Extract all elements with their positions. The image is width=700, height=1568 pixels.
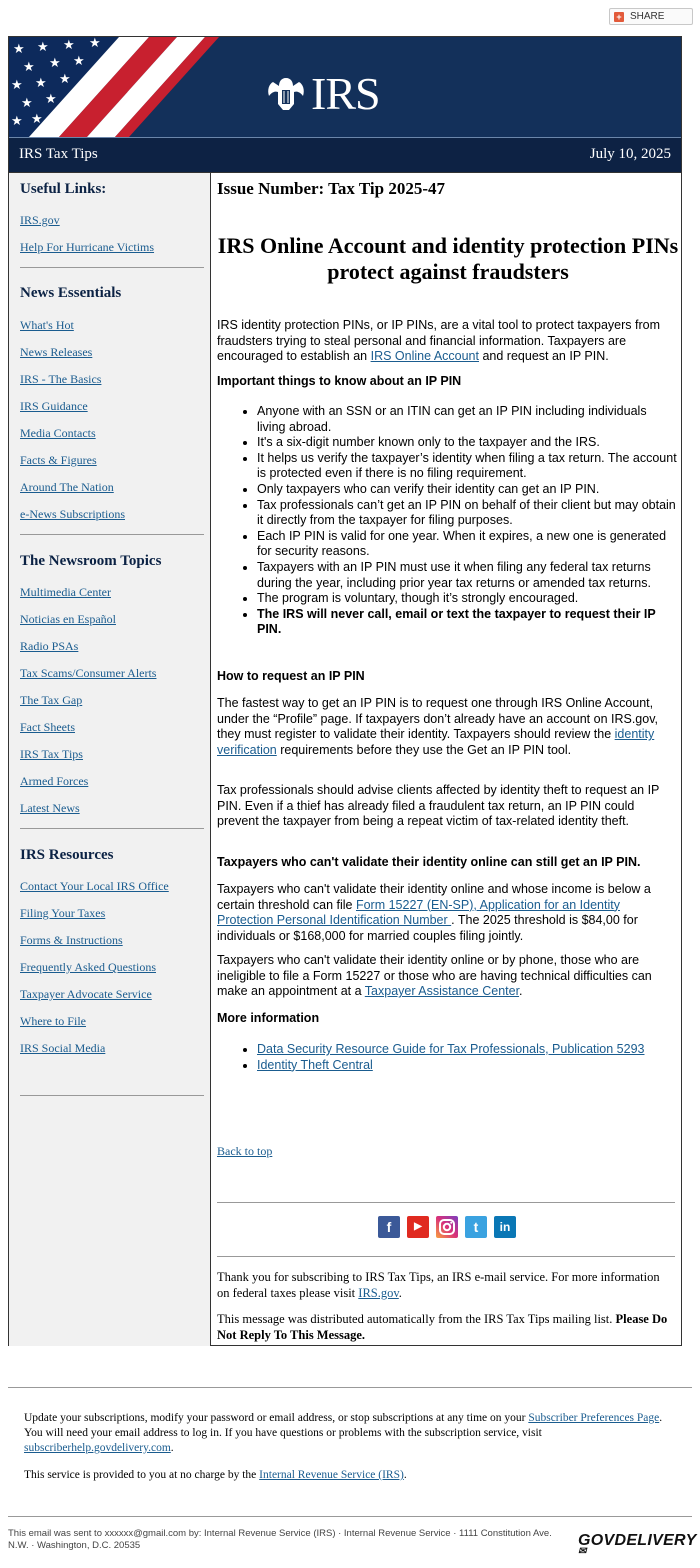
irs-online-account-link[interactable]: IRS Online Account (370, 349, 479, 364)
svg-text:★: ★ (11, 114, 23, 129)
form-15227-paragraph (217, 882, 675, 944)
sidebar-link-social-media[interactable]: IRS Social Media (20, 1041, 106, 1055)
issue-number: Issue Number: Tax Tip 2025-47 (217, 179, 445, 198)
auto-message-note (217, 1312, 675, 1343)
form-text: Taxpayers who can't validate their identity online and whose income is below a certain threshold can file (217, 882, 651, 912)
eagle-icon (263, 74, 309, 114)
govdelivery-wordmark: GOVDELIVERY (578, 1532, 697, 1549)
list-item (257, 1042, 677, 1058)
svg-text:★: ★ (23, 60, 35, 75)
sidebar (9, 172, 211, 1346)
sidebar-link-irs-gov[interactable]: IRS.gov (20, 213, 60, 227)
envelope-icon: ✉ (578, 1546, 587, 1557)
newsletter-frame (8, 36, 682, 1346)
sidebar-link-espanol[interactable]: Noticias en Español (20, 612, 116, 626)
sidebar-link-whats-hot[interactable]: What's Hot (20, 318, 74, 332)
facebook-icon[interactable]: f (378, 1216, 400, 1238)
service-text: This service is provided to you at no charge by the (24, 1469, 260, 1481)
sidebar-link-latest-news[interactable]: Latest News (20, 801, 80, 815)
identity-verification-link[interactable]: identity verification (217, 727, 655, 757)
list-item: • It's a six-digit number known only to the taxpayer and the IRS. (257, 435, 677, 451)
sidebar-link-around-nation[interactable]: Around The Nation (20, 480, 114, 494)
irs-banner (9, 37, 681, 137)
sidebar-link-guidance[interactable]: IRS Guidance (20, 399, 88, 413)
update-text: Update your subscriptions, modify your password or email address, or stop subscriptions at any time on your (24, 1412, 529, 1424)
svg-text:★: ★ (73, 54, 85, 69)
sidebar-link-news-releases[interactable]: News Releases (20, 345, 93, 359)
do-not-reply-text: Please Do Not Reply To This Message. (217, 1312, 668, 1342)
list-item: • Only taxpayers who can verify their identity can get an IP PIN. (257, 482, 677, 498)
service-text-end: . (403, 1469, 407, 1481)
divider (20, 828, 204, 829)
important-heading: Important things to know about an IP PIN (217, 374, 462, 388)
tac-text: Taxpayers who can't validate their identity online or by phone, those who are ineligible to file a Form 15227 or those who are having technical difficulties can make an appointment at a (217, 953, 652, 999)
plus-icon: + (614, 12, 624, 22)
divider (217, 1256, 675, 1257)
auto-text: This message was distributed automatically from the IRS Tax Tips mailing list. (217, 1312, 616, 1326)
update-text-end: . (170, 1442, 174, 1454)
svg-text:★: ★ (59, 72, 71, 87)
list-item (257, 1058, 677, 1074)
share-label: SHARE (630, 11, 665, 22)
subscriber-preferences-link[interactable]: Subscriber Preferences Page (528, 1412, 660, 1424)
divider (20, 267, 204, 268)
sidebar-link-armed-forces[interactable]: Armed Forces (20, 774, 89, 788)
sidebar-link-basics[interactable]: IRS - The Basics (20, 372, 102, 386)
intro-text: IRS identity protection PINs, or IP PINs, are a vital tool to protect taxpayers from fraudsters trying to steal personal and financial information. Taxpayers are encouraged to establish an (217, 318, 661, 364)
irs-wordmark: IRS (311, 68, 380, 119)
ip-pin-facts-list (217, 404, 677, 638)
sidebar-link-scams[interactable]: Tax Scams/Consumer Alerts (20, 666, 157, 680)
divider (8, 1516, 692, 1517)
sidebar-link-filing[interactable]: Filing Your Taxes (20, 906, 106, 920)
list-item: • Taxpayers with an IP PIN must use it when filing any federal tax returns during the year, including prior year tax returns or amended tax returns. (257, 560, 677, 591)
article-title: IRS Online Account and identity protection PINs protect against fraudsters (217, 233, 679, 284)
linkedin-icon[interactable]: in (494, 1216, 516, 1238)
sidebar-link-multimedia[interactable]: Multimedia Center (20, 585, 111, 599)
thanks-text-end: . (398, 1285, 402, 1300)
more-info-heading: More information (217, 1011, 320, 1025)
irs-gov-link[interactable]: IRS.gov (358, 1285, 399, 1300)
subscription-info (24, 1411, 674, 1456)
irs-link[interactable]: Internal Revenue Service (IRS) (259, 1469, 404, 1481)
identity-theft-central-link[interactable]: Identity Theft Central (257, 1057, 373, 1072)
form-15227-link[interactable]: Form 15227 (EN-SP), Application for an Identity Protection Personal Identification Number (217, 897, 620, 928)
svg-text:★: ★ (21, 96, 33, 111)
sidebar-link-radio[interactable]: Radio PSAs (20, 639, 79, 653)
request-heading: How to request an IP PIN (217, 669, 365, 683)
thanks-text: Thank you for subscribing to IRS Tax Tips, an IRS e-mail service. For more information on federal taxes please visit (217, 1270, 660, 1300)
thank-you-note (217, 1270, 675, 1301)
sidebar-link-fact-sheets[interactable]: Fact Sheets (20, 720, 75, 734)
sidebar-link-tax-tips[interactable]: IRS Tax Tips (20, 747, 83, 761)
svg-text:★: ★ (13, 42, 25, 57)
flag-graphic (9, 37, 249, 137)
list-item: • The program is voluntary, though it’s strongly encouraged. (257, 591, 677, 607)
request-text-end: requirements before they use the Get an IP PIN tool. (276, 742, 572, 757)
list-item: • It helps us verify the taxpayer’s identity when filing a tax return. The account is protected even if there is no filing requirement. (257, 451, 677, 482)
divider (20, 1095, 204, 1096)
news-essentials-heading: News Essentials (20, 285, 122, 301)
taxpayer-assistance-center-link[interactable]: Taxpayer Assistance Center (364, 984, 520, 999)
subscriberhelp-link[interactable]: subscriberhelp.govdelivery.com (24, 1442, 171, 1454)
youtube-icon[interactable]: ▶ (407, 1216, 429, 1238)
form-text-end: . The 2025 threshold is $84,00 for individuals or $168,000 for married couples filing jointly. (217, 913, 638, 943)
service-note (24, 1468, 674, 1483)
sidebar-link-where-to-file[interactable]: Where to File (20, 1014, 86, 1028)
share-button[interactable] (609, 8, 693, 25)
sidebar-link-media-contacts[interactable]: Media Contacts (20, 426, 96, 440)
instagram-icon[interactable] (436, 1216, 458, 1238)
list-item: • Each IP PIN is valid for one year. When it expires, a new one is generated for security reasons. (257, 529, 677, 560)
svg-text:★: ★ (35, 76, 47, 91)
useful-links-heading: Useful Links: (20, 181, 107, 197)
sidebar-link-local-office[interactable]: Contact Your Local IRS Office (20, 879, 169, 893)
tac-paragraph (217, 953, 675, 1000)
update-text-mid: . You will need your email address to log in. If you have questions or problems with the subscription service, visit (24, 1412, 663, 1439)
tax-pros-paragraph: Tax professionals should advise clients affected by identity theft to request an IP PIN. Even if a thief has already filed a fraudulent tax return, an IP PIN could prevent the taxpayer from being a repeat victim of tax-related identity theft. (217, 783, 660, 829)
newsletter-name: IRS Tax Tips (19, 146, 98, 162)
list-item: • Anyone with an SSN or an ITIN can get an IP PIN including individuals living abroad. (257, 404, 677, 435)
more-info-list (217, 1042, 677, 1073)
svg-text:★: ★ (63, 38, 75, 53)
social-icons (378, 1216, 516, 1238)
sidebar-link-facts[interactable]: Facts & Figures (20, 453, 97, 467)
divider (8, 1387, 692, 1388)
request-paragraph (217, 696, 675, 758)
title-bar (9, 137, 681, 172)
cant-validate-heading: Taxpayers who can't validate their identity online can still get an IP PIN. (217, 855, 641, 869)
irs-logo (263, 67, 380, 120)
sidebar-link-hurricane[interactable]: Help For Hurricane Victims (20, 240, 155, 254)
sidebar-link-forms[interactable]: Forms & Instructions (20, 933, 123, 947)
sidebar-link-enews[interactable]: e-News Subscriptions (20, 507, 125, 521)
svg-text:★: ★ (31, 112, 43, 127)
irs-resources-heading: IRS Resources (20, 847, 114, 863)
svg-text:★: ★ (89, 37, 101, 51)
issue-date: July 10, 2025 (589, 146, 671, 162)
back-to-top-link[interactable]: Back to top (217, 1144, 273, 1158)
list-item: • Tax professionals can’t get an IP PIN on behalf of their client but may obtain it directly from the taxpayer for filing purposes. (257, 498, 677, 529)
request-text: The fastest way to get an IP PIN is to request one through IRS Online Account, under the “Profile” page. If taxpayers don’t already have an account on IRS.gov, they must register to validate their identity. Taxpayers should review the (217, 696, 659, 742)
twitter-icon[interactable]: t (465, 1216, 487, 1238)
svg-text:★: ★ (49, 56, 61, 71)
pub-5293-link[interactable]: Data Security Resource Guide for Tax Professionals, Publication 5293 (257, 1042, 645, 1056)
intro-paragraph (217, 318, 675, 365)
sidebar-link-tax-gap[interactable]: The Tax Gap (20, 693, 83, 707)
list-item: • The IRS will never call, email or text the taxpayer to request their IP PIN. (257, 607, 677, 638)
intro-text-end: and request an IP PIN. (479, 349, 609, 364)
sidebar-link-advocate[interactable]: Taxpayer Advocate Service (20, 987, 152, 1001)
main-content (211, 172, 681, 1346)
svg-text:★: ★ (11, 78, 23, 93)
divider (20, 534, 204, 535)
divider (217, 1202, 675, 1203)
newsroom-topics-heading: The Newsroom Topics (20, 553, 162, 569)
svg-text:★: ★ (45, 92, 57, 107)
sent-to-note: This email was sent to xxxxxx@gmail.com by: Internal Revenue Service (IRS) · Internal Revenue Service · 1111 Constitution Ave. N.W. · Washington, D.C. 20535 (8, 1528, 552, 1551)
svg-text:★: ★ (37, 40, 49, 55)
tac-text-end: . (519, 984, 523, 999)
sidebar-link-faq[interactable]: Frequently Asked Questions (20, 960, 156, 974)
